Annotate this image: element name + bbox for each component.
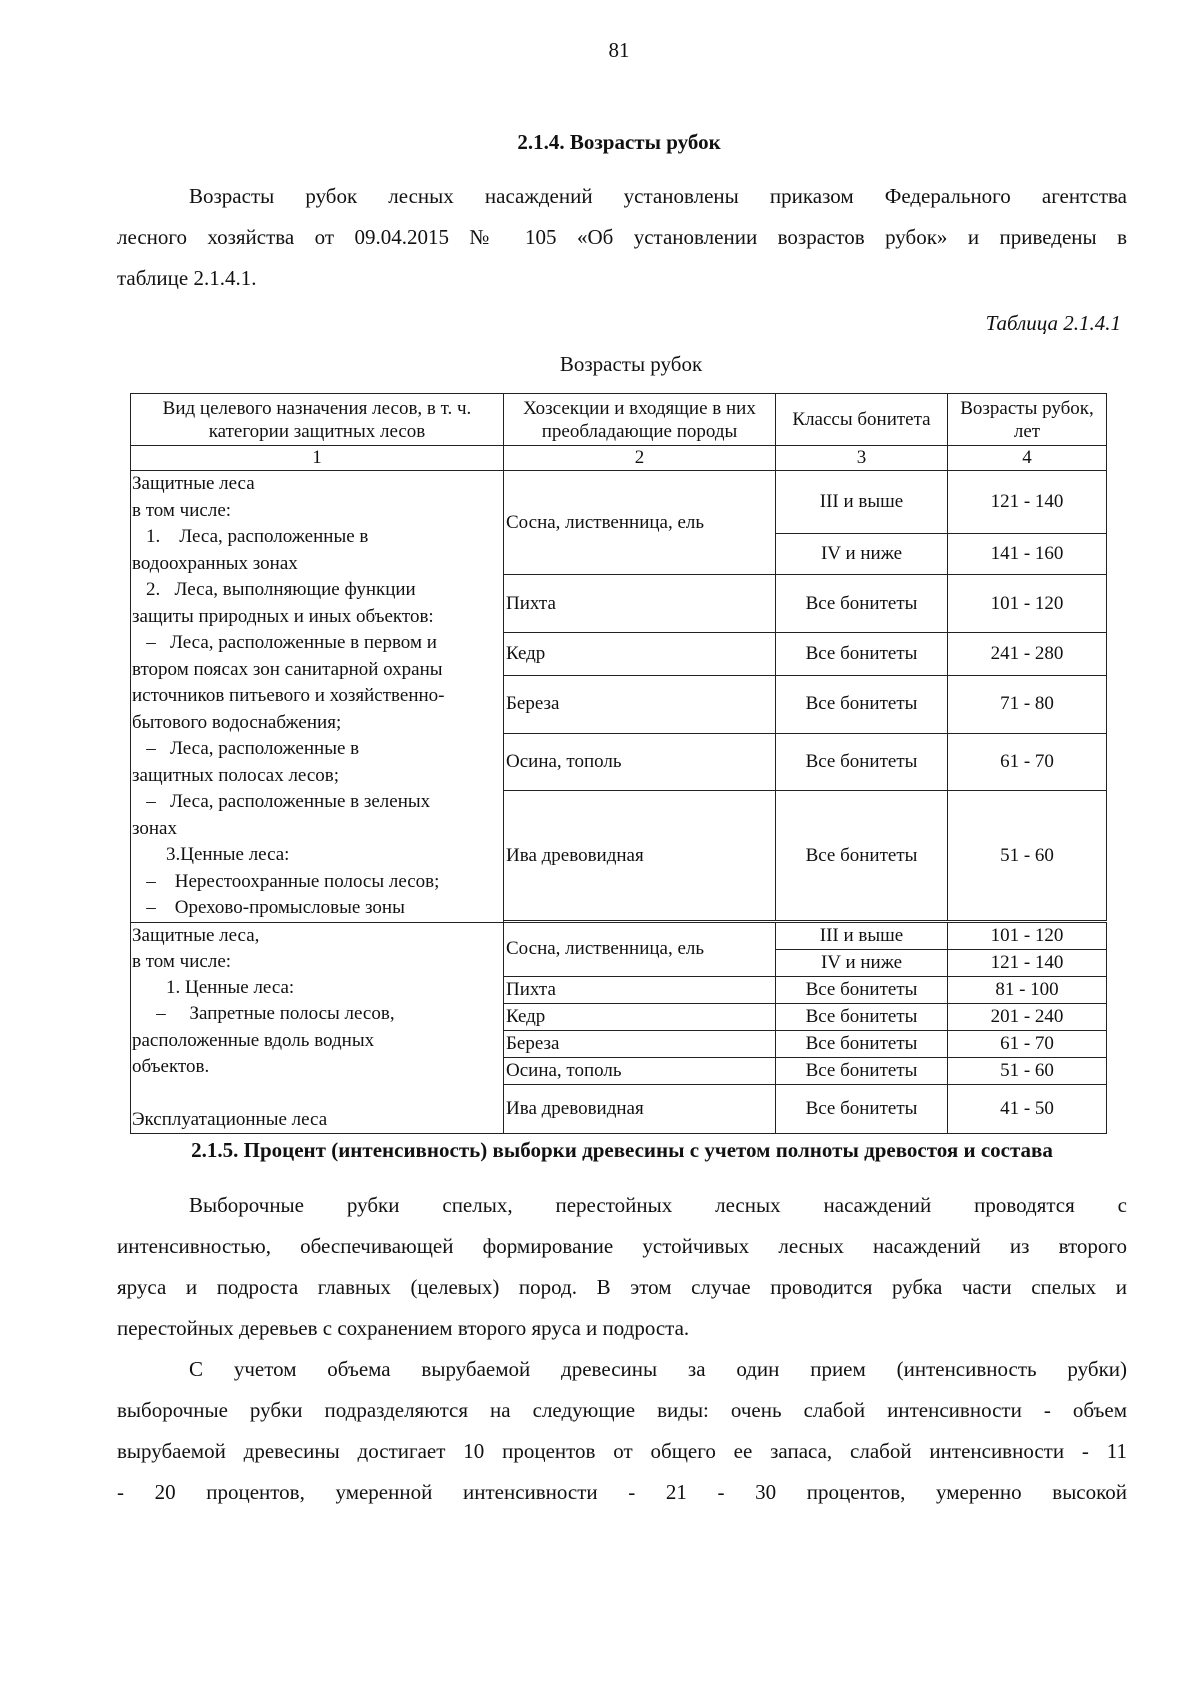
site-class-cell: Все бонитеты: [776, 1057, 948, 1084]
header-cutting-age: Возрасты рубок, лет: [948, 394, 1107, 446]
cutting-age-cell: 61 - 70: [948, 1030, 1107, 1057]
section-title-2-1-4: 2.1.4. Возрасты рубок: [517, 130, 721, 154]
cutting-age-cell: 71 - 80: [948, 675, 1107, 733]
paragraph-line: - 20 процентов, умеренной интенсивности - 21 - 30 процентов, умеренно высокой: [117, 1480, 1127, 1504]
category-line: [132, 1080, 501, 1106]
site-class-cell: III и выше: [776, 471, 948, 534]
header-category: Вид целевого назначения лесов, в т. ч. категории защитных лесов: [131, 394, 504, 446]
category-cell-protective-forests: [131, 471, 504, 923]
table-row: [131, 471, 1107, 534]
category-line: 2. Леса, выполняющие функции: [146, 579, 416, 600]
table-row: [131, 922, 1107, 949]
category-line: Эксплуатационные леса: [132, 1108, 328, 1130]
table-header-row: [131, 394, 1107, 446]
category-line: Защитные леса: [132, 473, 255, 494]
column-number: 3: [776, 446, 948, 471]
species-cell: Осина, тополь: [504, 734, 776, 791]
category-line: защитных полосах лесов;: [132, 764, 340, 786]
category-line: Защитные леса,: [132, 924, 260, 946]
column-number: 1: [131, 446, 504, 471]
cutting-age-cell: 141 - 160: [948, 534, 1107, 575]
category-line: водоохранных зонах: [132, 552, 298, 574]
paragraph-line: интенсивностью, обеспечивающей формирование устойчивых лесных насаждений из второго: [117, 1234, 1127, 1258]
column-number: 2: [504, 446, 776, 471]
site-class-cell: Все бонитеты: [776, 1030, 948, 1057]
species-cell: Береза: [504, 1030, 776, 1057]
section-title-2-1-5: 2.1.5. Процент (интенсивность) выборки древесины с учетом полноты древостоя и состава: [191, 1138, 1053, 1162]
species-cell: Ива древовидная: [504, 1084, 776, 1133]
paragraph-line: таблице 2.1.4.1.: [117, 266, 257, 290]
paragraph-selective-cutting: [117, 1185, 1127, 1349]
category-line: 3.Ценные леса:: [166, 844, 290, 865]
site-class-cell: Все бонитеты: [776, 675, 948, 733]
site-class-cell: Все бонитеты: [776, 791, 948, 921]
category-line: расположенные вдоль водных: [132, 1029, 375, 1051]
paragraph-line: лесного хозяйства от 09.04.2015 № 105 «Об установлении возрастов рубок» и приведены в: [117, 225, 1127, 249]
category-line: – Леса, расположенные в зеленых: [146, 791, 431, 812]
site-class-cell: Все бонитеты: [776, 575, 948, 632]
cutting-age-cell: 51 - 60: [948, 1057, 1107, 1084]
category-line: 1. Ценные леса:: [166, 977, 295, 999]
paragraph-line: перестойных деревьев с сохранением второго яруса и подроста.: [117, 1316, 690, 1340]
site-class-cell: III и выше: [776, 922, 948, 949]
cutting-age-cell: 201 - 240: [948, 1003, 1107, 1030]
category-line: – Нерестоохранные полосы лесов;: [146, 870, 440, 892]
category-line: защиты природных и иных объектов:: [132, 605, 434, 627]
paragraph-line: С учетом объема вырубаемой древесины за один прием (интенсивность рубки): [189, 1357, 1127, 1381]
species-cell: Сосна, лиственница, ель: [504, 471, 776, 575]
site-class-cell: Все бонитеты: [776, 1003, 948, 1030]
cutting-age-cell: 101 - 120: [948, 922, 1107, 949]
cutting-age-cell: 51 - 60: [948, 791, 1107, 921]
paragraph-line: яруса и подроста главных (целевых) пород. В этом случае проводится рубка части спелых и: [117, 1275, 1127, 1299]
species-cell: Осина, тополь: [504, 1057, 776, 1084]
category-line: источников питьевого и хозяйственно-: [132, 685, 445, 706]
paragraph-line: выборочные рубки подразделяются на следующие виды: очень слабой интенсивности - объем: [117, 1398, 1127, 1422]
page-number: 81: [608, 38, 630, 62]
paragraph-intensity: [117, 1349, 1127, 1513]
cutting-ages-table: [130, 393, 1107, 1134]
table-reference: Таблица 2.1.4.1: [985, 311, 1121, 335]
species-cell: Пихта: [504, 575, 776, 632]
site-class-cell: Все бонитеты: [776, 632, 948, 675]
cutting-age-cell: 121 - 140: [948, 471, 1107, 534]
category-line: – Орехово-промысловые зоны: [146, 897, 405, 918]
cutting-age-cell: 101 - 120: [948, 575, 1107, 632]
species-cell: Кедр: [504, 1003, 776, 1030]
cutting-age-cell: 61 - 70: [948, 734, 1107, 791]
column-number-row: [131, 446, 1107, 471]
category-line: в том числе:: [132, 499, 232, 521]
category-line: – Леса, расположенные в первом и: [146, 632, 437, 653]
site-class-cell: IV и ниже: [776, 949, 948, 976]
category-cell-exploitation-forests: [131, 922, 504, 1133]
species-cell: Береза: [504, 675, 776, 733]
category-line: бытового водоснабжения;: [132, 711, 342, 733]
site-class-cell: Все бонитеты: [776, 976, 948, 1003]
category-line: – Запретные полосы лесов,: [156, 1003, 395, 1025]
species-cell: Кедр: [504, 632, 776, 675]
cutting-age-cell: 241 - 280: [948, 632, 1107, 675]
site-class-cell: IV и ниже: [776, 534, 948, 575]
category-line: объектов.: [132, 1055, 210, 1077]
category-line: втором поясах зон санитарной охраны: [132, 658, 443, 680]
category-line: зонах: [132, 817, 177, 839]
header-site-class: Классы бонитета: [776, 394, 948, 446]
intro-paragraph: [117, 176, 1127, 299]
category-line: – Леса, расположенные в: [146, 738, 360, 759]
cutting-age-cell: 81 - 100: [948, 976, 1107, 1003]
paragraph-line: вырубаемой древесины достигает 10 процентов от общего ее запаса, слабой интенсивности - 11: [117, 1439, 1127, 1463]
cutting-age-cell: 121 - 140: [948, 949, 1107, 976]
header-species: Хозсекции и входящие в них преобладающие породы: [504, 394, 776, 446]
table-title: Возрасты рубок: [559, 352, 703, 376]
species-cell: Пихта: [504, 976, 776, 1003]
site-class-cell: Все бонитеты: [776, 1084, 948, 1133]
category-line: в том числе:: [132, 950, 232, 972]
paragraph-line: Выборочные рубки спелых, перестойных лесных насаждений проводятся с: [189, 1193, 1127, 1217]
species-cell: Ива древовидная: [504, 791, 776, 921]
column-number: 4: [948, 446, 1107, 471]
species-cell: Сосна, лиственница, ель: [504, 922, 776, 976]
cutting-age-cell: 41 - 50: [948, 1084, 1107, 1133]
paragraph-line: Возрасты рубок лесных насаждений установлены приказом Федерального агентства: [189, 184, 1127, 208]
site-class-cell: Все бонитеты: [776, 734, 948, 791]
category-line: 1. Леса, расположенные в: [146, 526, 369, 547]
